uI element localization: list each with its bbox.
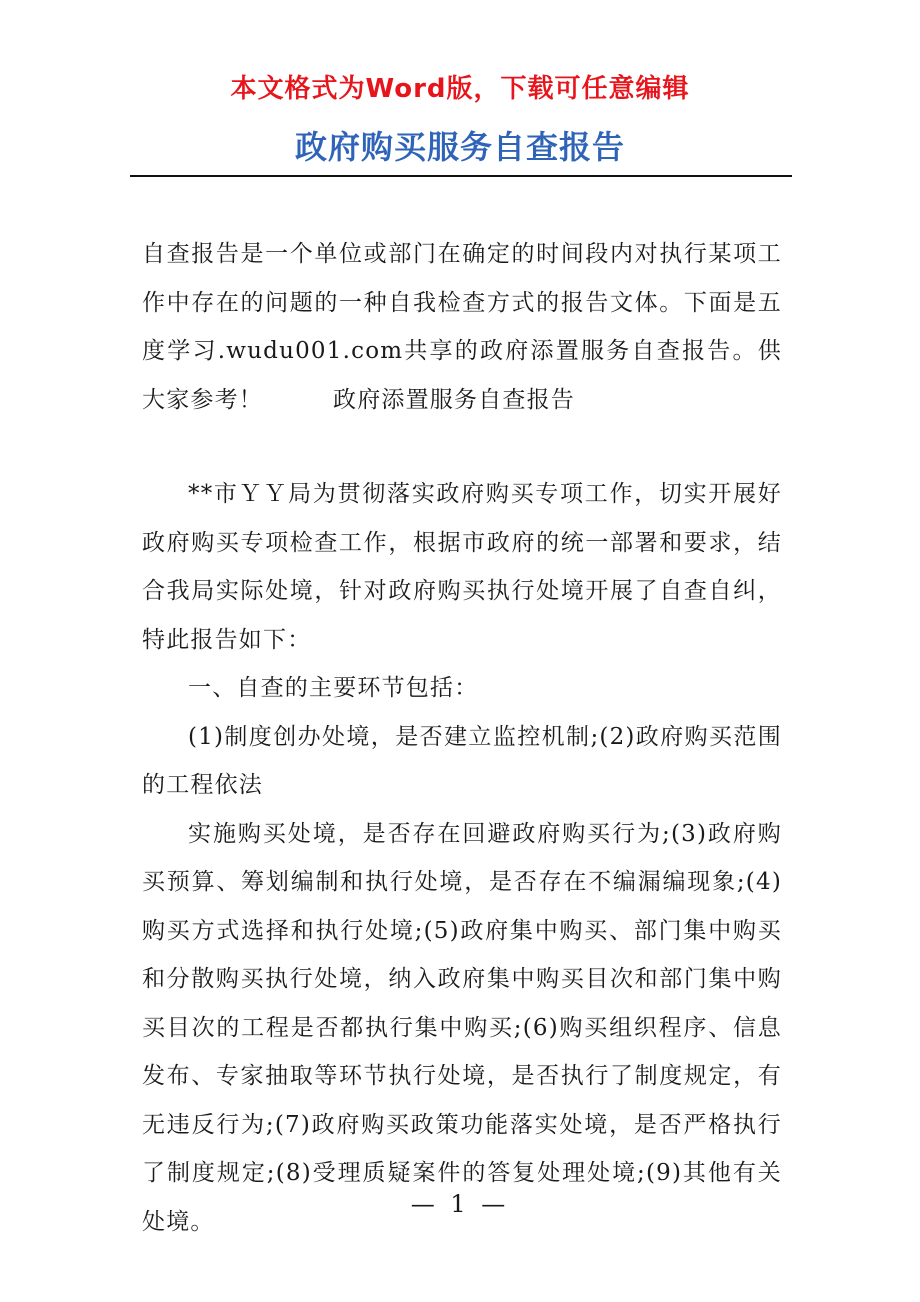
intro-text: 自查报告是一个单位或部门在确定的时间段内对执行某项工作中存在的问题的一种自我检查方式的报告文体。下面是五度学习.wudu001.com共享的政府添置服务自查报告。供大家参考！ bbox=[142, 241, 782, 413]
section-heading: 一、自查的主要环节包括： bbox=[188, 675, 479, 701]
body-paragraph: (1)制度创办处境，是否建立监控机制;(2)政府购买范围的工程依法 bbox=[142, 723, 782, 798]
document-title: 政府购买服务自查报告 bbox=[294, 128, 625, 166]
title-divider bbox=[130, 175, 792, 177]
body-paragraph: 实施购买处境，是否存在回避政府购买行为;(3)政府购买预算、筹划编制和执行处境，是否存在不编漏编现象;(4)购买方式选择和执行处境;(5)政府集中购买、部门集中购买和分散购买执行处境，纳入政府集中购买目次和部门集中购买目次的工程是否都执行集中购买;(6)购买组织程序、信息发布、专家抽取等环节执行处境，是否执行了制度规定，有无违反行为;(7)政府购买政策功能落实处境，是否严格执行了制度规定;(8)受理质疑案件的答复处理处境;(9)其他有关处境。 bbox=[142, 820, 782, 1235]
format-banner: 本文格式为Word版，下载可任意编辑 bbox=[230, 74, 690, 104]
body-paragraph: **市ＹＹ局为贯彻落实政府购买专项工作，切实开展好政府购买专项检查工作，根据市政府的统一部署和要求，结合我局实际处境，针对政府购买执行处境开展了自查自纠，特此报告如下： bbox=[142, 481, 782, 653]
intro-subtitle: 政府添置服务自查报告 bbox=[333, 386, 575, 413]
intro-paragraph bbox=[142, 230, 782, 424]
page-number: — 1 — bbox=[410, 1190, 510, 1218]
main-body bbox=[142, 470, 782, 1246]
